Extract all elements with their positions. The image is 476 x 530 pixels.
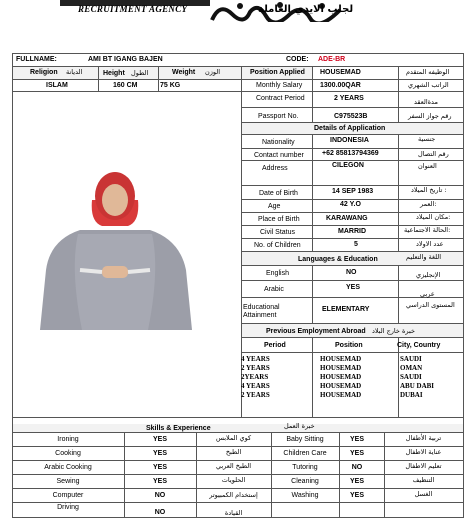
skills-header-ar: خبرة العمل	[284, 422, 315, 430]
emp-period: 2 YEARS	[241, 391, 270, 399]
skill-label-ar: كوي الملابس	[215, 434, 252, 442]
emp-position: HOUSEMAD	[320, 355, 362, 363]
emp-period: 2YEARS	[241, 373, 269, 381]
emp-position: HOUSEMAD	[320, 391, 362, 399]
religion-value: ISLAM	[46, 82, 68, 89]
skill-value: YES	[349, 436, 364, 443]
skill-value: NO	[351, 464, 363, 471]
emp-period: 4 YEARS	[241, 382, 270, 390]
pob-label-ar: مكان الميلاد:	[416, 213, 451, 221]
arabic-tagline: لجلب الايدي العاملة	[258, 4, 354, 15]
code-value: ADE-BR	[318, 56, 346, 63]
skill-label-ar: القيادة	[224, 509, 243, 517]
weight-label-ar: الوزن	[205, 68, 221, 76]
weight-value: 75 KG	[160, 82, 181, 89]
skill-label: Computer	[52, 492, 84, 499]
dob-label: Date of Birth	[259, 190, 298, 197]
skill-label: Driving	[57, 504, 79, 511]
details-header: Details of Application	[314, 125, 386, 132]
header-banner	[0, 0, 476, 38]
arabic-value: YES	[346, 284, 361, 291]
education-value: ELEMENTARY	[322, 306, 370, 313]
lang-edu-header-ar: اللغة والتعليم	[406, 253, 442, 261]
arabic-label: Arabic	[264, 286, 284, 293]
skill-label: Cooking	[55, 450, 81, 457]
emp-position: HOUSEMAD	[320, 382, 362, 390]
skill-value: YES	[349, 478, 364, 485]
monthly-salary-value: 1300.00QAR	[320, 82, 361, 89]
skill-label: Tutoring	[292, 464, 318, 471]
monthly-salary-label: Monthly Salary	[256, 82, 303, 89]
religion-label: Religion	[30, 69, 58, 76]
emp-city: DUBAI	[400, 391, 423, 399]
skill-label-ar: الغسل	[414, 490, 433, 498]
skill-label: Children Care	[283, 450, 327, 457]
english-label-ar: الإنجليزي	[416, 271, 441, 279]
religion-label-ar: الديانة	[66, 68, 83, 76]
skill-label: Baby Sitting	[286, 436, 324, 443]
age-label: Age	[268, 203, 281, 210]
position-applied-label: Position Applied	[250, 69, 305, 76]
skill-label-ar: عناية الاطفال	[405, 448, 442, 456]
emp-position: HOUSEMAD	[320, 373, 362, 381]
nationality-value: INDONESIA	[330, 137, 369, 144]
emp-position: HOUSEMAD	[320, 364, 362, 372]
height-label-ar: الطول	[131, 69, 149, 77]
height-label: Height	[103, 70, 125, 77]
prev-emp-header: Previous Employment Abroad	[266, 328, 366, 335]
skills-header: Skills & Experience	[146, 425, 211, 432]
position-applied-label-ar: الوظيفه المتقدم	[406, 68, 450, 76]
height-value: 160 CM	[113, 82, 138, 89]
period-col-header: Period	[264, 342, 286, 349]
skill-label: Arabic Cooking	[44, 464, 92, 471]
emp-city: SAUDI	[400, 355, 422, 363]
arabic-label-ar: عربي	[420, 290, 435, 298]
skill-label-ar: الحلويات	[221, 476, 246, 484]
skill-value: YES	[349, 450, 364, 457]
fullname-value: AMI BT IGANG BAJEN	[88, 56, 163, 63]
emp-period: 4 YEARS	[241, 355, 270, 363]
skill-label-ar: الطبخ العربي	[215, 462, 252, 470]
dob-value: 14 SEP 1983	[332, 188, 374, 195]
code-label: CODE:	[286, 56, 309, 63]
contract-period-label: Contract Period	[256, 95, 305, 102]
monthly-salary-label-ar: الراتب الشهري	[408, 81, 449, 89]
prev-emp-header-ar: خبرة خارج البلاد	[372, 327, 415, 335]
applicant-photo	[30, 160, 200, 330]
skill-label-ar: إستخدام الكمبيوتر	[209, 491, 258, 499]
skill-value: NO	[154, 492, 166, 499]
emp-city: ABU DABI	[400, 382, 435, 390]
skill-value: YES	[152, 436, 167, 443]
skill-label-ar: الطبخ	[225, 448, 242, 456]
children-label-ar: عدد الاولاد	[416, 240, 444, 248]
skill-value: YES	[349, 492, 364, 499]
skill-value: YES	[152, 450, 167, 457]
lang-edu-header: Languages & Education	[298, 256, 378, 263]
emp-city: SAUDI	[400, 373, 422, 381]
age-value: 42 Y.O	[340, 201, 361, 208]
skill-label-ar: التنظيف	[412, 476, 435, 484]
age-label-ar: العمر:	[420, 200, 437, 208]
english-value: NO	[346, 269, 357, 276]
skill-label-ar: تربية الأطفال	[405, 434, 442, 442]
education-label-ar: المستوى الدراسي	[406, 301, 455, 309]
emp-city: OMAN	[400, 364, 423, 372]
position-applied-value: HOUSEMAD	[320, 69, 361, 76]
skill-label: Washing	[291, 492, 319, 499]
fullname-label: FULLNAME:	[16, 56, 57, 63]
emp-period: 2 YEARS	[241, 364, 270, 372]
english-label: English	[266, 270, 289, 277]
passport-label-ar: رقم جواز السفر	[408, 112, 452, 120]
skill-value: NO	[154, 509, 166, 516]
skill-label: Cleaning	[291, 478, 319, 485]
position-col-header: Position	[335, 342, 363, 349]
skill-value: YES	[152, 478, 167, 485]
dob-label-ar: تاريخ الميلاد :	[411, 186, 447, 194]
children-label: No. of Children	[254, 242, 301, 249]
contract-period-label-ar: مدةالعقد	[414, 98, 438, 106]
agency-name: RECRUITMENT AGENCY	[78, 4, 188, 14]
pob-value: KARAWANG	[326, 215, 368, 222]
contact-label-ar: رقم التصال	[418, 150, 449, 158]
address-label-ar: العنوان	[418, 162, 437, 170]
skill-label: Sewing	[56, 478, 80, 485]
skill-label: Ironing	[57, 436, 79, 443]
weight-label: Weight	[172, 69, 196, 76]
city-col-header: City, Country	[397, 342, 441, 349]
children-value: 5	[354, 241, 358, 248]
education-label: Educational Attainment	[243, 304, 280, 319]
skill-value: YES	[152, 464, 167, 471]
contact-value: +62 85813794369	[322, 150, 379, 157]
contact-label: Contact number	[254, 152, 304, 159]
address-label: Address	[262, 165, 288, 172]
address-value: CILEGON	[332, 162, 364, 169]
civil-status-label-ar: الحالة الاجتماعية:	[404, 226, 451, 234]
skill-label-ar: تعليم الاطفال	[405, 462, 442, 470]
pob-label: Place of Birth	[258, 216, 300, 223]
contract-period-value: 2 YEARS	[334, 95, 364, 102]
passport-value: C975523B	[334, 113, 368, 120]
civil-status-label: Civil Status	[260, 229, 296, 236]
passport-label: Passport No.	[258, 113, 299, 120]
nationality-label-ar: جنسية	[418, 135, 436, 143]
civil-status-value: MARRID	[338, 228, 366, 235]
nationality-label: Nationality	[262, 139, 295, 146]
